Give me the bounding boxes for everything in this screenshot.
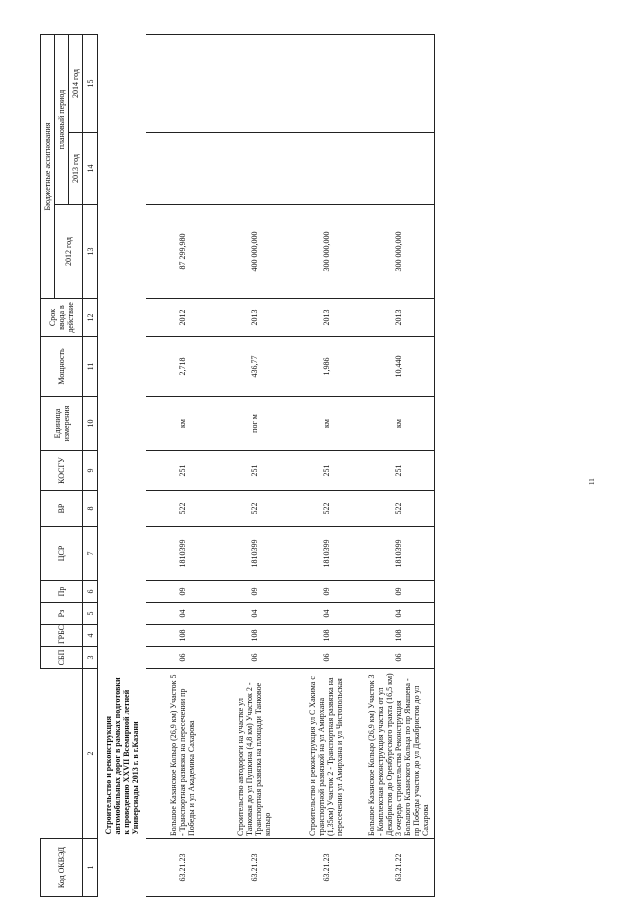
cell-grbs: 108 [146,625,218,647]
col-num: 11 [83,337,98,397]
cell-rz: 04 [362,603,435,625]
cell-2012: 87 299,980 [146,205,218,299]
cell-unit: км [362,397,435,451]
col-num: 1 [83,839,98,897]
cell-grbs: 108 [362,625,435,647]
cell-name: Большое Казанское Кольцо (26,9 км) Участок 5 - Транспортная развязка на пересечении пр Победы и ул Академика Сахарова [168,674,196,836]
cell-2014 [218,34,290,132]
cell-term: 2013 [218,299,290,337]
header-capacity: Мощность [41,337,83,397]
cell-unit: пог м [218,397,290,451]
col-num: 10 [83,397,98,451]
cell-2012: 300 000,000 [290,205,362,299]
cell-term: 2013 [362,299,435,337]
header-2012: 2012 год [55,205,83,299]
cell-2013 [146,133,218,205]
header-pr: Пр [41,581,83,603]
cell-vr: 522 [362,491,435,527]
cell-unit: км [146,397,218,451]
col-num: 13 [83,205,98,299]
cell-2014 [146,34,218,132]
cell-okved: 63.21.23 [290,839,362,897]
cell-2013 [362,133,435,205]
cell-kosgu: 251 [218,451,290,491]
header-2014: 2014 год [69,34,83,132]
cell-kosgu: 251 [290,451,362,491]
cell-2012: 400 000,000 [218,205,290,299]
cell-2014 [362,34,435,132]
cell-vr: 522 [146,491,218,527]
header-csr: ЦСР [41,527,83,581]
col-num: 2 [83,669,98,839]
table-row [146,34,218,896]
cell-term: 2013 [290,299,362,337]
header-planned: плановый период [55,34,69,204]
col-num: 7 [83,527,98,581]
cell-2012: 300 000,000 [362,205,435,299]
cell-pr: 09 [218,581,290,603]
cell-csr: 1810399 [362,527,435,581]
cell-sbp: 06 [362,647,435,669]
cell-grbs: 108 [290,625,362,647]
budget-table [40,34,435,897]
col-num: 8 [83,491,98,527]
section-row [98,34,147,896]
table-row [218,34,290,896]
col-num: 12 [83,299,98,337]
header-kosgu: КОСГУ [41,451,83,491]
cell-csr: 1810399 [218,527,290,581]
col-num: 15 [83,34,98,132]
cell-capacity: 436,77 [218,337,290,397]
cell-csr: 1810399 [290,527,362,581]
cell-csr: 1810399 [146,527,218,581]
col-num: 3 [83,647,98,669]
cell-pr: 09 [362,581,435,603]
header-name [41,669,83,839]
table-row [362,34,435,896]
col-num: 9 [83,451,98,491]
header-rz: Рз [41,603,83,625]
cell-pr: 09 [290,581,362,603]
cell-capacity: 1,986 [290,337,362,397]
header-vr: ВР [41,491,83,527]
cell-name: Большое Казанское Кольцо (26,9 км) Участок 3 - Комплексная реконструкция участка от ул Декабристов до Оренбургского тракта (16,5 км) 3 очередь строительства Реконструкция Большого Казанского Кольца по пр Ямашева - пр Победы участок до ул Декабристов до ул Сахарова [366,673,430,836]
cell-2014 [290,34,362,132]
column-number-row [83,34,98,896]
header-grbs: ГРБС [41,625,83,647]
cell-name: Строительство автодороги на участке ул Танковая до ул Пушкина (4,8 км) Участок 2 - Транспортная развязка на площади Танковое кольцо [236,682,272,836]
cell-sbp: 06 [146,647,218,669]
cell-capacity: 2,718 [146,337,218,397]
cell-2013 [218,133,290,205]
header-2013: 2013 год [69,133,83,205]
cell-rz: 04 [218,603,290,625]
cell-rz: 04 [146,603,218,625]
cell-sbp: 06 [290,647,362,669]
cell-2013 [290,133,362,205]
page-number: 11 [588,478,596,485]
cell-capacity: 10,440 [362,337,435,397]
cell-kosgu: 251 [146,451,218,491]
col-num: 14 [83,133,98,205]
header-sbp: СБП [41,647,83,669]
cell-okved: 63.21.23 [218,839,290,897]
col-num: 4 [83,625,98,647]
cell-sbp: 06 [218,647,290,669]
header-unit: Единица измерения [41,397,83,451]
cell-pr: 09 [146,581,218,603]
cell-vr: 522 [290,491,362,527]
cell-kosgu: 251 [362,451,435,491]
cell-term: 2012 [146,299,218,337]
table-row [290,34,362,896]
cell-name: Строительство и реконструкция ул С Хакима с транспортной развязкой на ул Амирхана (1,35км) Участок 2 - Транспортная развязка на пересечении ул Амирхана и ул Чистопольская [308,676,344,836]
cell-unit: км [290,397,362,451]
section-title: Строительство и реконструкция автомобильных дорог в рамках подготовки к проведению XXVII Всемирной летней Универсиады 2013 г. в г.Казани [104,677,140,835]
cell-grbs: 108 [218,625,290,647]
cell-rz: 04 [290,603,362,625]
header-budget: Бюджетные ассигнования [41,34,55,298]
cell-okved: 63.21.22 [362,839,435,897]
col-num: 5 [83,603,98,625]
cell-okved: 63.21.23 [146,839,218,897]
col-num: 6 [83,581,98,603]
header-okved: Код ОКВЭД [41,839,83,897]
cell-vr: 522 [218,491,290,527]
header-term: Срок ввода в действие [41,299,83,337]
